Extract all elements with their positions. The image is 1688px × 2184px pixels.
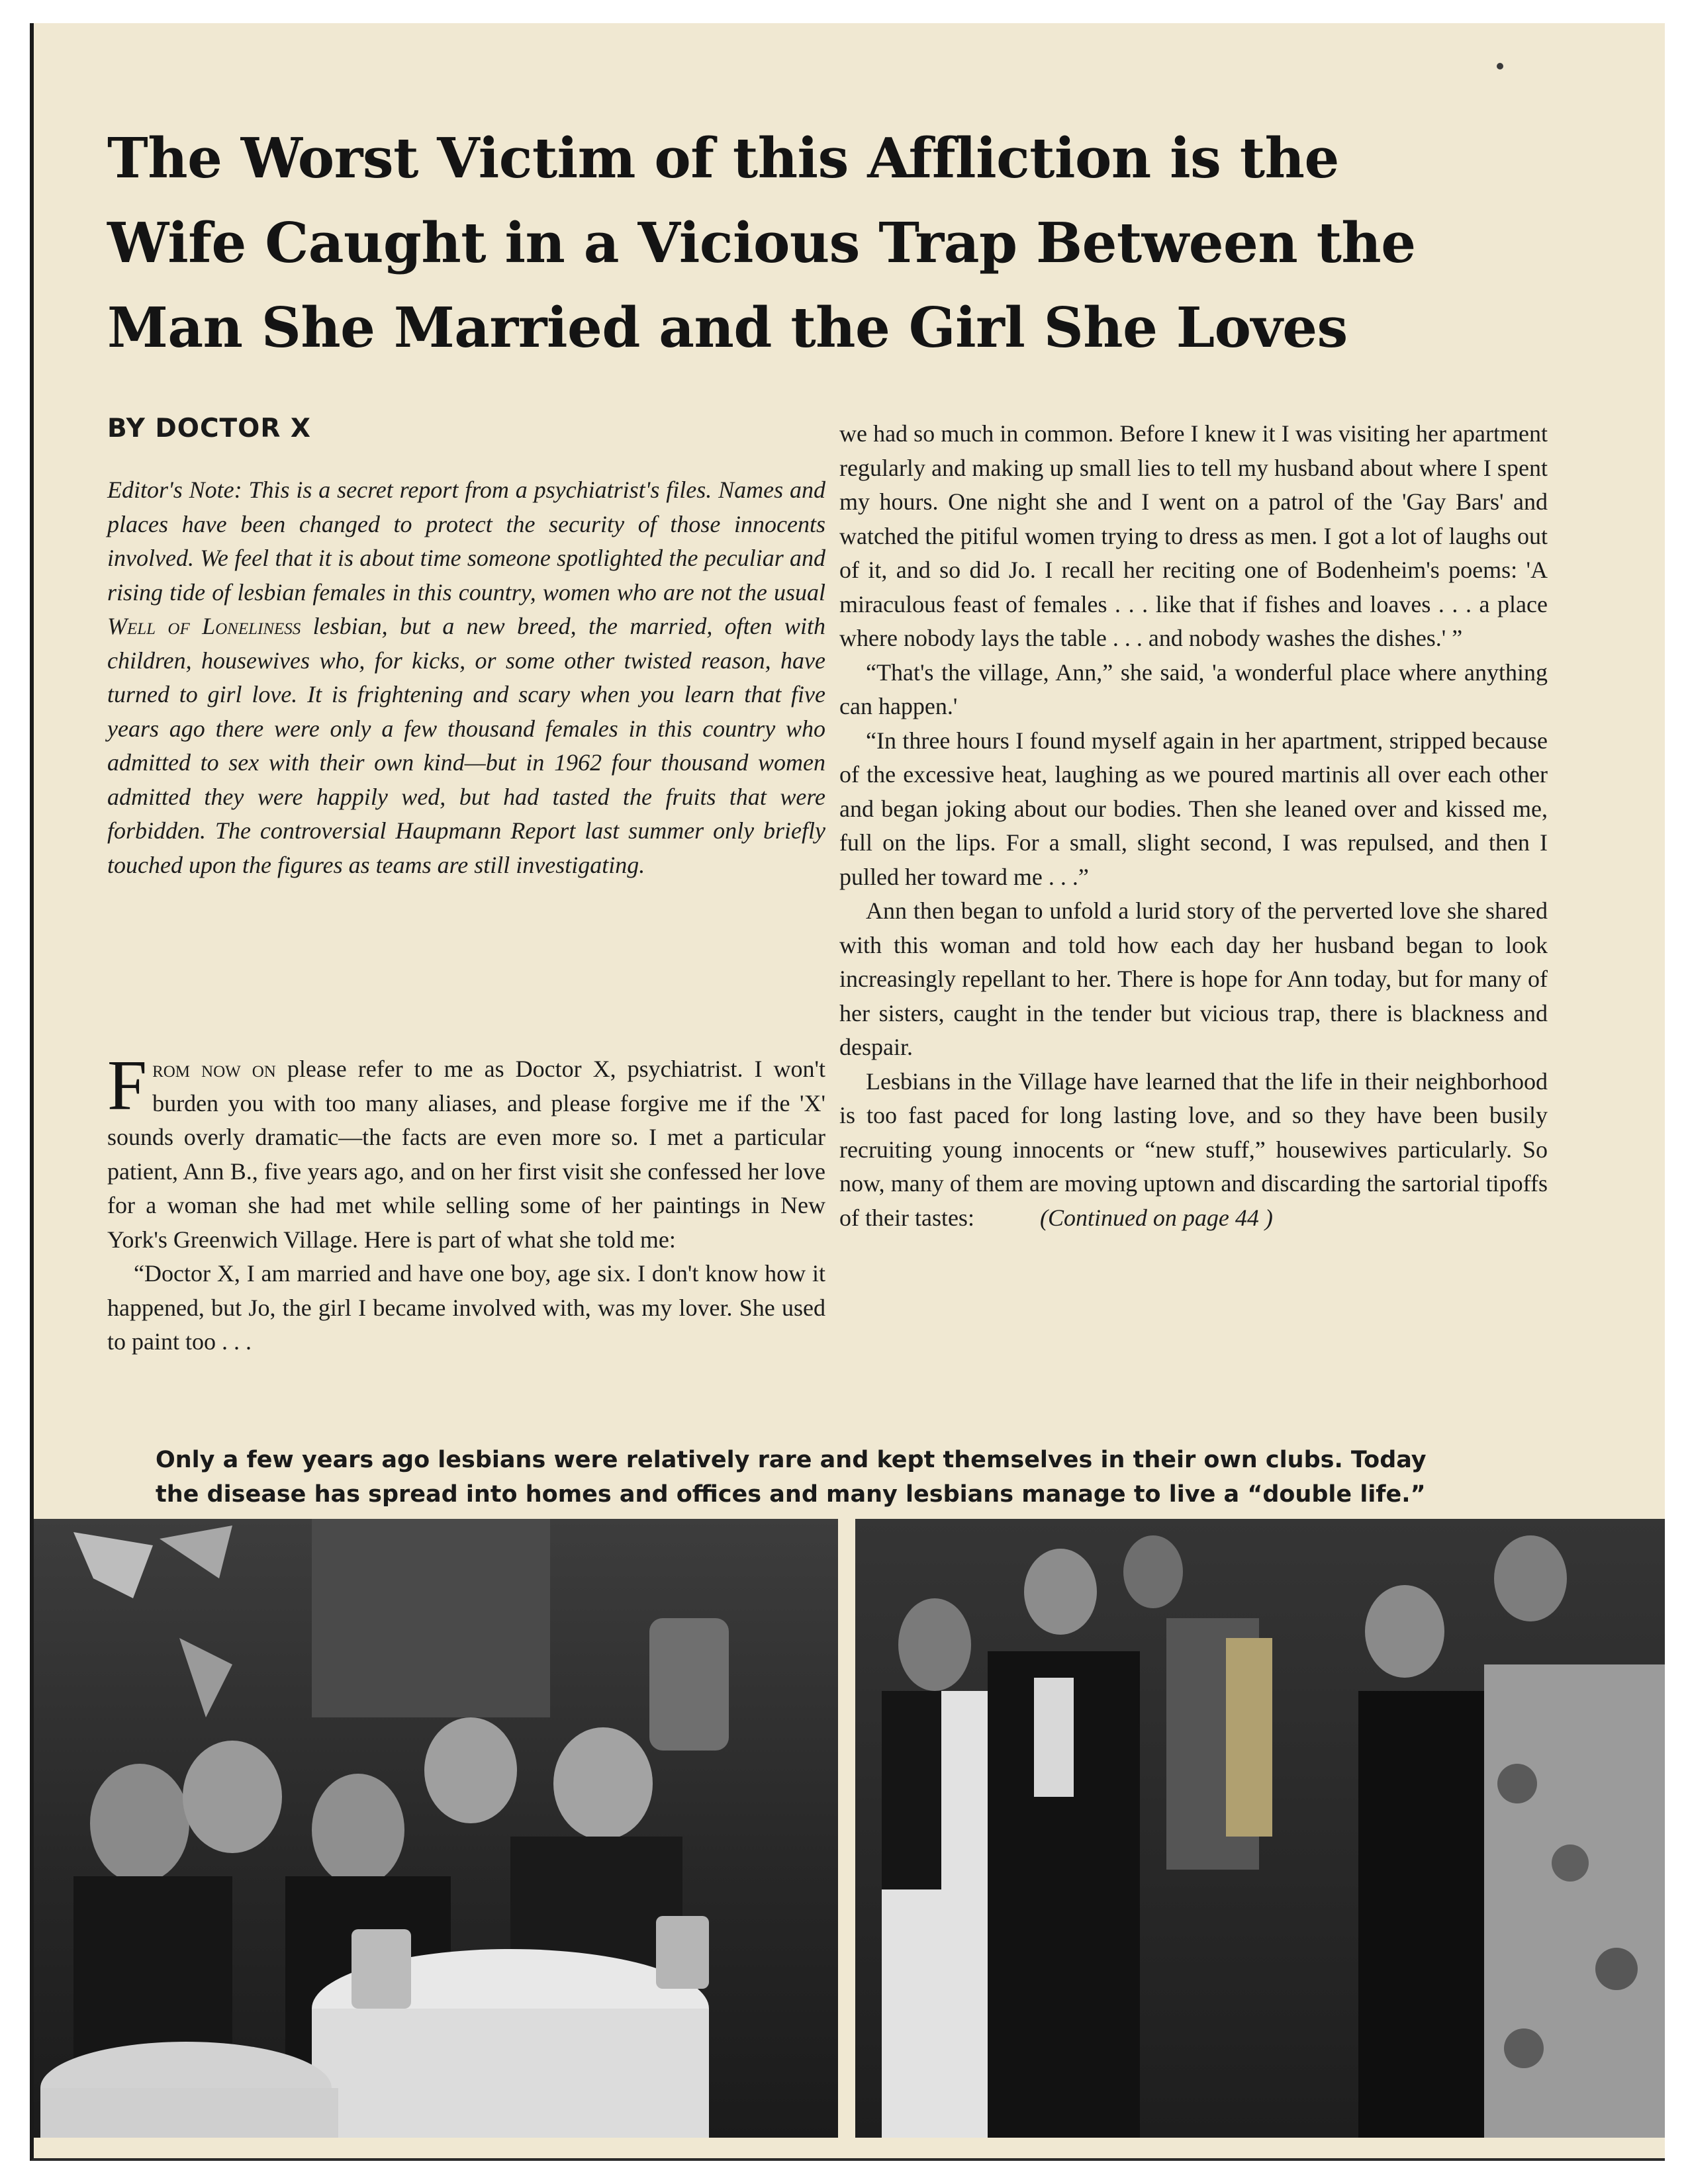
editor-note-text-1: Editor's Note: This is a secret report from a psychiatrist's files. Names and places have been changed to protect the security of those innocents involved. We feel that it is about time someone spotlighted the peculiar and rising tide of lesbian females in this country, women who are not the usual	[107, 477, 825, 606]
nightclub-table-photo	[34, 1519, 838, 2138]
paragraph-text: please refer to me as Doctor X, psychiatrist. I won't burden you with too many aliases, and please forgive me if the 'X' sounds overly dramatic—the facts are even more so. I met a particular patient, Ann B., five years ago, and on her first visit she confessed her love for a woman she had met while selling some of her paintings in New York's Greenwich Village. Here is part of what she told me:	[107, 1056, 825, 1253]
headline-line-1: The Worst Victim of this Affliction is the	[107, 126, 1339, 191]
dance-floor-photo	[855, 1519, 1665, 2138]
quote-paragraph: “Doctor X, I am married and have one boy, age six. I don't know how it happened, but Jo, the girl I became involved with, was my lover. She used to paint too . . .	[107, 1260, 825, 1355]
photo-caption	[156, 1443, 1446, 1512]
byline: BY DOCTOR X	[107, 414, 311, 443]
opening-paragraph	[107, 1046, 825, 1257]
nightclub-table-image	[34, 1519, 838, 2138]
ink-speck	[1497, 63, 1503, 69]
headline-line-3: Man She Married and the Girl She Loves	[107, 295, 1348, 360]
lead-in: rom now on	[152, 1056, 276, 1082]
drop-cap: F	[107, 1046, 148, 1125]
paragraph-final	[839, 1065, 1548, 1236]
headline-line-2: Wife Caught in a Vicious Trap Between the	[107, 210, 1416, 275]
paragraph: Ann then began to unfold a lurid story of the perverted love she shared with this woman and told how each day her husband began to look increasingly repellant to her. There is hope for Ann today, but for many of her sisters, caught in the tender but vicious trap, there is blackness and despair.	[839, 897, 1548, 1060]
dance-floor-image	[855, 1519, 1665, 2138]
book-title: Well of Loneliness	[107, 613, 301, 639]
article-headline	[107, 116, 1431, 370]
paragraph: “In three hours I found myself again in her apartment, stripped because of the excessive heat, laughing as we poured martinis all over each other and began joking about our bodies. Then she leaned over and kissed me, full on the lips. For a small, slight second, I was repulsed, and then I pulled her toward me . . .”	[839, 727, 1548, 890]
paragraph-text: Lesbians in the Village have learned that the life in their neighborhood is too fast paced for long lasting love, and so they have been busily recruiting young innocents or “new stuff,” housewives particularly. So now, many of them are moving uptown and discarding the sartorial tipoffs of their tastes:	[839, 1068, 1548, 1231]
editor-note-text-2: lesbian, but a new breed, the married, often with children, housewives who, for kicks, or some other twisted reason, have turned to girl love. It is frightening and scary when you learn that five years ago there were only a few thousand females in this country who admitted to sex with their own kind—but in 1962 four thousand women admitted they were happily wed, but had tasted the fruits that were forbidden. The controversial Haupmann Report last summer only briefly touched upon the figures as teams are still investigating.	[107, 613, 826, 878]
continued-on-page: (Continued on page 44 )	[1039, 1204, 1273, 1231]
body-column-right	[839, 417, 1548, 1235]
caption-line-2: the disease has spread into homes and offices and many lesbians manage to live a “double life.”	[156, 1481, 1426, 1508]
paragraph: “That's the village, Ann,” she said, 'a wonderful place where anything can happen.'	[839, 659, 1548, 719]
caption-line-1: Only a few years ago lesbians were relatively rare and kept themselves in their own clubs. Today	[156, 1447, 1427, 1473]
editor-note	[107, 473, 825, 882]
paragraph-continued: we had so much in common. Before I knew it I was visiting her apartment regularly and making up small lies to tell my husband about where I spent my hours. One night she and I went on a patrol of the 'Gay Bars' and watched the pitiful women trying to dress as men. I got a lot of laughs out of it, and so did Jo. I recall her reciting one of Bodenheim's poems: 'A miraculous feast of females . . . like that if fishes and loaves . . . a place where nobody lays the table . . . and nobody washes the dishes.' ”	[839, 420, 1548, 651]
body-column-left	[107, 1046, 825, 1359]
